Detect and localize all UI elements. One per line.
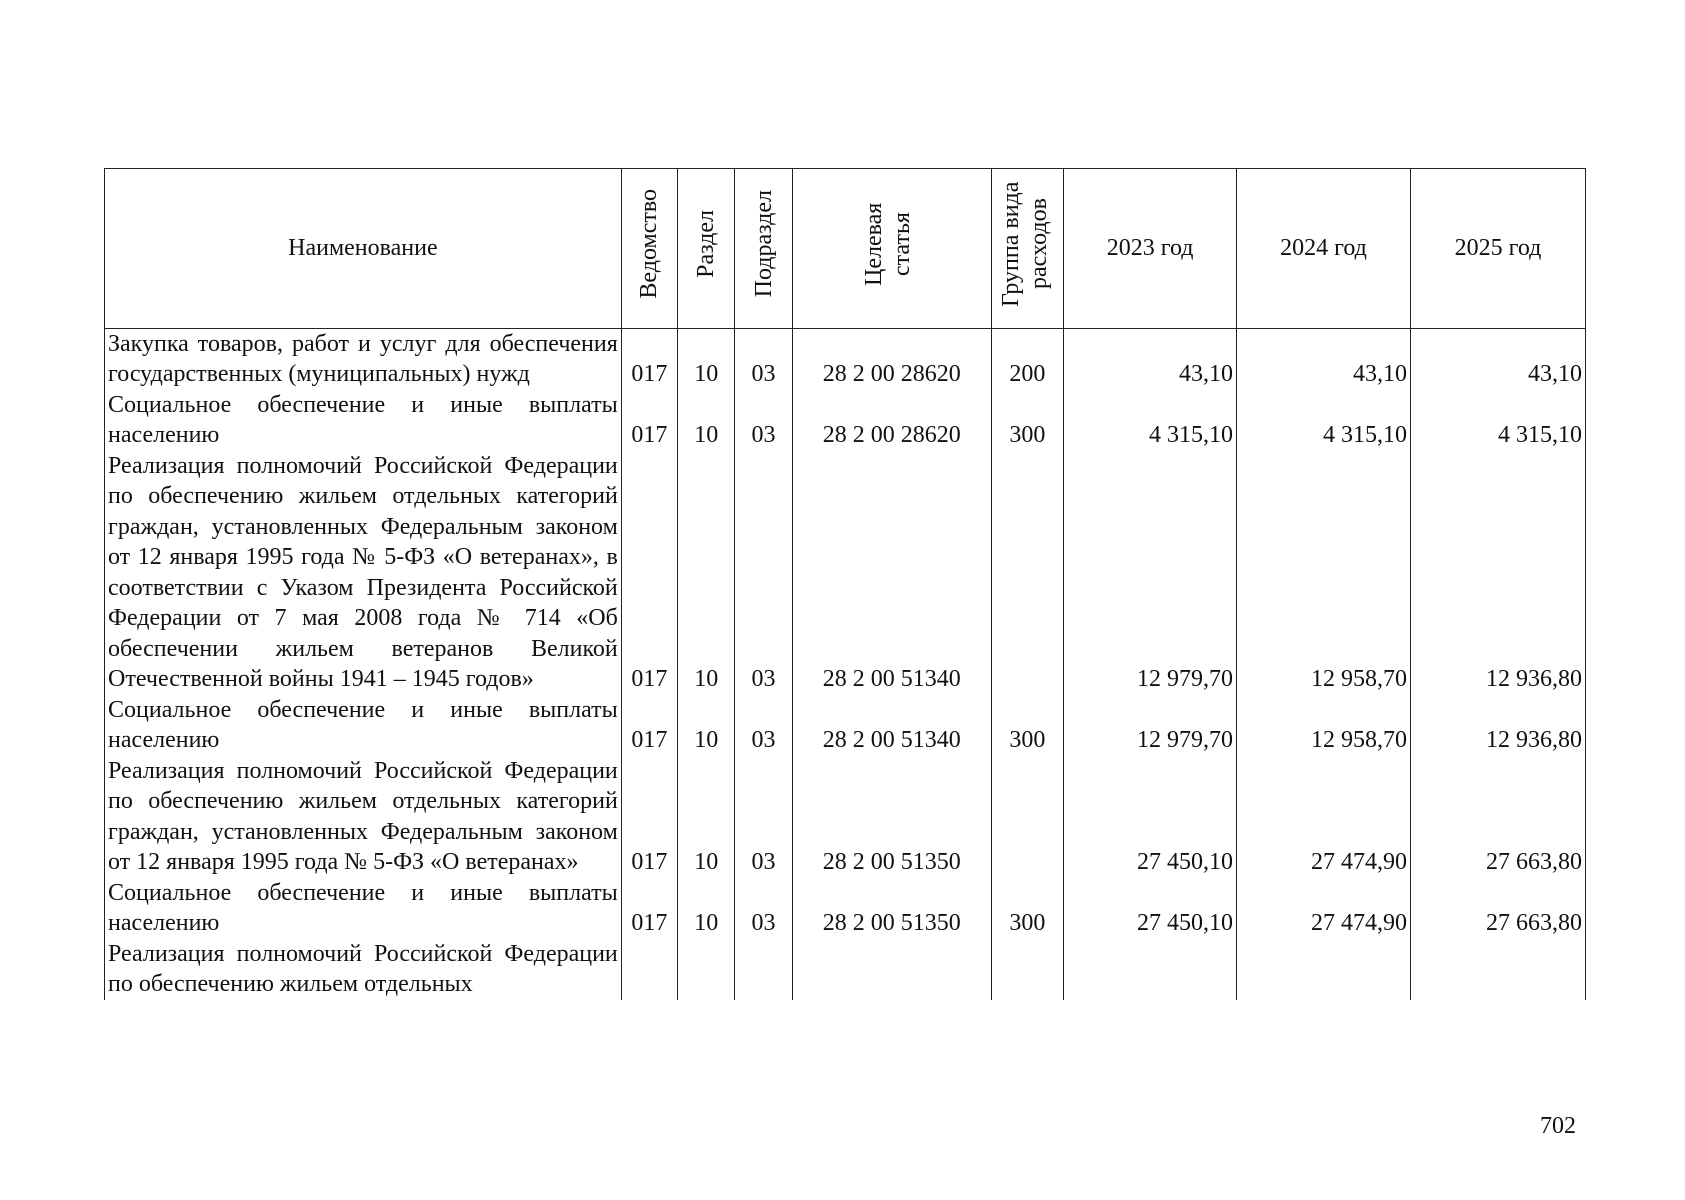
budget-table — [104, 168, 1586, 1000]
cell-ministry: 017 — [621, 695, 677, 756]
cell-section — [678, 939, 735, 1000]
cell-ministry: 017 — [621, 878, 677, 939]
cell-subsection: 03 — [735, 328, 792, 390]
cell-subsection: 03 — [735, 695, 792, 756]
header-target-article: Целевая статья — [792, 169, 991, 329]
cell-y2024: 4 315,10 — [1237, 390, 1411, 451]
cell-expense-group — [991, 939, 1063, 1000]
cell-y2023 — [1064, 939, 1237, 1000]
cell-expense-group: 200 — [991, 328, 1063, 390]
cell-name: Реализация полномочий Российской Федерации по обеспечению жильем отдельных категорий граждан, установленных Федеральным законом от 12 января 1995 года № 5-ФЗ «О ветеранах», в соответствии с Указом Президента Российской Федерации от 7 мая 2008 года № 714 «Об обеспечении жильем ветеранов Великой Отечественной войны 1941 – 1945 годов» — [105, 451, 622, 695]
table-row — [105, 756, 1586, 878]
cell-section: 10 — [678, 328, 735, 390]
cell-ministry: 017 — [621, 451, 677, 695]
cell-y2023: 12 979,70 — [1064, 451, 1237, 695]
table-row — [105, 390, 1586, 451]
cell-name: Закупка товаров, работ и услуг для обеспечения государственных (муниципальных) нужд — [105, 328, 622, 390]
table-row — [105, 328, 1586, 390]
cell-ministry: 017 — [621, 390, 677, 451]
cell-y2024: 12 958,70 — [1237, 451, 1411, 695]
cell-expense-group — [991, 451, 1063, 695]
cell-y2023: 43,10 — [1064, 328, 1237, 390]
cell-y2024: 27 474,90 — [1237, 878, 1411, 939]
cell-y2023: 12 979,70 — [1064, 695, 1237, 756]
cell-ministry: 017 — [621, 756, 677, 878]
cell-expense-group: 300 — [991, 390, 1063, 451]
cell-subsection: 03 — [735, 451, 792, 695]
table-body — [105, 328, 1586, 1000]
cell-target-article: 28 2 00 51350 — [792, 878, 991, 939]
cell-name: Социальное обеспечение и иные выплаты населению — [105, 695, 622, 756]
cell-y2025: 27 663,80 — [1410, 878, 1585, 939]
cell-section: 10 — [678, 451, 735, 695]
header-subsection: Подраздел — [735, 169, 792, 329]
cell-target-article: 28 2 00 28620 — [792, 328, 991, 390]
header-section: Раздел — [678, 169, 735, 329]
cell-name: Реализация полномочий Российской Федерации по обеспечению жильем отдельных — [105, 939, 622, 1000]
table-header-row — [105, 169, 1586, 329]
page-number: 702 — [1540, 1113, 1576, 1139]
cell-y2025: 43,10 — [1410, 328, 1585, 390]
cell-target-article: 28 2 00 51340 — [792, 695, 991, 756]
cell-section: 10 — [678, 756, 735, 878]
cell-subsection — [735, 939, 792, 1000]
cell-target-article: 28 2 00 51350 — [792, 756, 991, 878]
cell-y2023: 27 450,10 — [1064, 878, 1237, 939]
table-row — [105, 939, 1586, 1000]
cell-section: 10 — [678, 390, 735, 451]
header-name: Наименование — [105, 169, 622, 329]
header-expense-group: Группа вида расходов — [991, 169, 1063, 329]
cell-expense-group — [991, 756, 1063, 878]
cell-target-article — [792, 939, 991, 1000]
cell-y2025 — [1410, 939, 1585, 1000]
table-row — [105, 695, 1586, 756]
cell-subsection: 03 — [735, 878, 792, 939]
cell-name: Реализация полномочий Российской Федерации по обеспечению жильем отдельных категорий граждан, установленных Федеральным законом от 12 января 1995 года № 5-ФЗ «О ветеранах» — [105, 756, 622, 878]
cell-y2025: 27 663,80 — [1410, 756, 1585, 878]
header-ministry: Ведомство — [621, 169, 677, 329]
header-2023: 2023 год — [1064, 169, 1237, 329]
cell-section: 10 — [678, 878, 735, 939]
budget-table-container — [104, 168, 1586, 1096]
cell-ministry — [621, 939, 677, 1000]
cell-y2023: 4 315,10 — [1064, 390, 1237, 451]
cell-y2025: 12 936,80 — [1410, 451, 1585, 695]
cell-y2024: 27 474,90 — [1237, 756, 1411, 878]
cell-y2023: 27 450,10 — [1064, 756, 1237, 878]
cell-target-article: 28 2 00 28620 — [792, 390, 991, 451]
cell-section: 10 — [678, 695, 735, 756]
cell-subsection: 03 — [735, 756, 792, 878]
cell-y2024: 43,10 — [1237, 328, 1411, 390]
table-row — [105, 451, 1586, 695]
cell-y2025: 12 936,80 — [1410, 695, 1585, 756]
cell-subsection: 03 — [735, 390, 792, 451]
cell-y2025: 4 315,10 — [1410, 390, 1585, 451]
cell-expense-group: 300 — [991, 878, 1063, 939]
cell-target-article: 28 2 00 51340 — [792, 451, 991, 695]
cell-y2024 — [1237, 939, 1411, 1000]
cell-y2024: 12 958,70 — [1237, 695, 1411, 756]
table-row — [105, 878, 1586, 939]
cell-expense-group: 300 — [991, 695, 1063, 756]
header-2024: 2024 год — [1237, 169, 1411, 329]
cell-name: Социальное обеспечение и иные выплаты населению — [105, 390, 622, 451]
cell-ministry: 017 — [621, 328, 677, 390]
header-2025: 2025 год — [1410, 169, 1585, 329]
cell-name: Социальное обеспечение и иные выплаты населению — [105, 878, 622, 939]
